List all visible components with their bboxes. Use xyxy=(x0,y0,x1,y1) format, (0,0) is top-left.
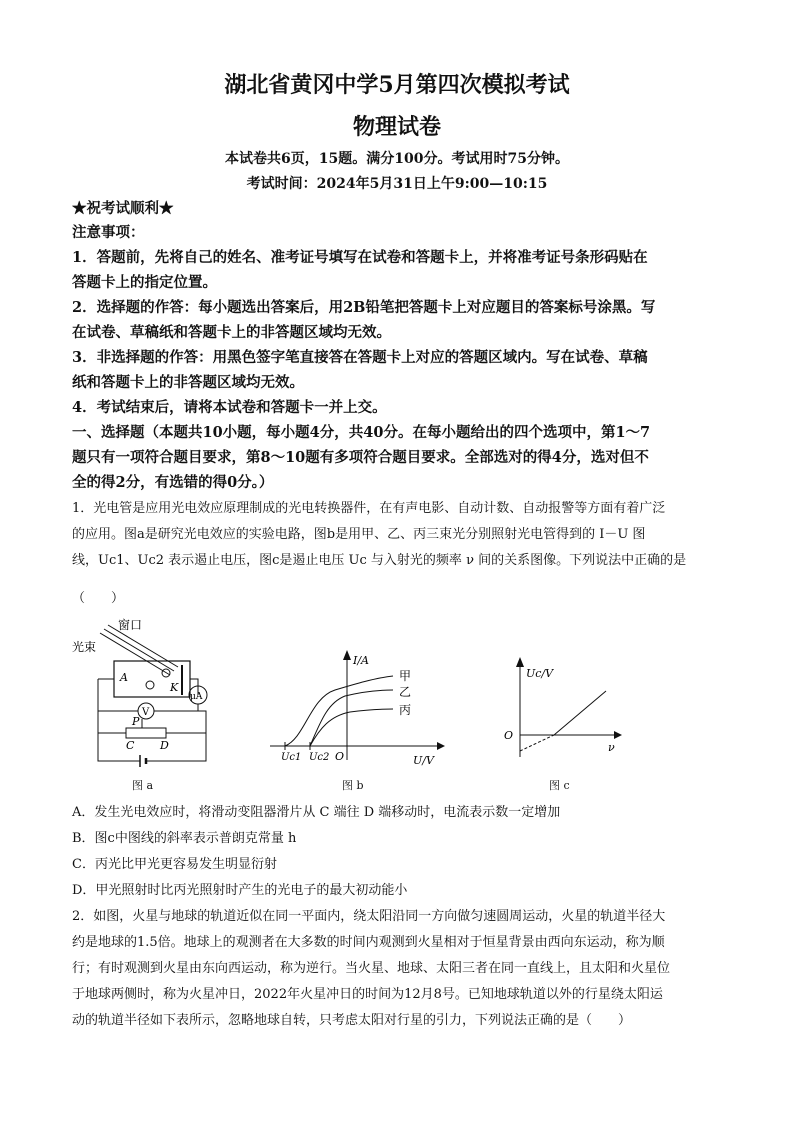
q1-option-a: A．发生光电效应时，将滑动变阻器滑片从 C 端往 D 端移动时，电流表示数一定增加 xyxy=(72,805,561,820)
curve-bing xyxy=(310,709,393,746)
beam-ray-1 xyxy=(100,633,170,675)
q1-answer-blank: （ ） xyxy=(72,591,125,606)
figure-a-circuit xyxy=(70,615,230,775)
exam-meta-time: 考试时间：2024年5月31日上午9:00—10:15 xyxy=(246,176,548,192)
uc1-label: Uc1 xyxy=(281,752,302,763)
q1-stem-line-2: 的应用。图a是研究光电效应的实验电路，图b是用甲、乙、丙三束光分别照射光电管得到的 I－U 图 xyxy=(72,527,646,542)
curve-jia xyxy=(285,676,393,746)
notes-heading: 注意事项： xyxy=(72,224,145,241)
figure-a-caption: 图 a xyxy=(132,779,154,792)
series-jia-label: 甲 xyxy=(399,669,412,683)
y-axis-label: Uc/V xyxy=(526,667,554,680)
x-axis-label: ν xyxy=(608,741,615,754)
anode-label: A xyxy=(120,671,128,684)
q1-option-c: C．丙光比甲光更容易发生明显衍射 xyxy=(72,857,277,872)
voltmeter-label: V xyxy=(142,707,150,718)
note-2-line-1: 2．选择题的作答：每小题选出答案后，用2B铅笔把答题卡上对应题目的答案标号涂黑。写 xyxy=(72,299,656,316)
note-3-line-2: 纸和答题卡上的非答题区域均无效。 xyxy=(72,374,304,391)
figure-c-caption: 图 c xyxy=(549,779,570,792)
beam-label: 光束 xyxy=(72,640,97,654)
note-1-line-2: 答题卡上的指定位置。 xyxy=(72,274,217,291)
uc-frequency-line xyxy=(554,691,606,735)
rheostat xyxy=(126,728,166,738)
y-axis-arrow xyxy=(516,657,524,667)
y-axis-arrow xyxy=(343,650,351,660)
terminal-d-label: D xyxy=(160,739,169,752)
q1-stem-line-3: 线，Uc1、Uc2 表示遏止电压，图c是遏止电压 Uc 与入射光的频率 ν 间的关系图像。下列说法中正确的是 xyxy=(72,553,687,568)
figure-c-uc-graph xyxy=(496,655,626,765)
series-yi-label: 乙 xyxy=(399,685,412,699)
figure-b-iu-graph xyxy=(265,648,445,773)
q2-stem-line-1: 2．如图，火星与地球的轨道近似在同一平面内，绕太阳沿同一方向做匀速圆周运动，火星的轨道半径大 xyxy=(72,909,666,924)
q2-stem-line-5: 动的轨道半径如下表所示，忽略地球自转，只考虑太阳对行星的引力，下列说法正确的是（ ） xyxy=(72,1013,632,1028)
wire-battery-right xyxy=(146,733,206,761)
exam-subtitle: 物理试卷 xyxy=(352,114,441,140)
wire-left-lower xyxy=(98,711,126,733)
window-label: 窗口 xyxy=(118,618,143,632)
uc2-label: Uc2 xyxy=(309,752,330,763)
q1-option-b: B．图c中图线的斜率表示普朗克常量 h xyxy=(72,831,297,846)
q1-option-d: D．甲光照射时比丙光照射时产生的光电子的最大初动能小 xyxy=(72,883,408,898)
q2-stem-line-4: 于地球两侧时，称为火星冲日，2022年火星冲日的时间为12月8号。已知地球轨道以外的行星绕太阳运 xyxy=(72,987,663,1002)
good-luck-line: ★祝考试顺利★ xyxy=(72,200,174,217)
origin-label: O xyxy=(504,729,514,742)
series-bing-label: 丙 xyxy=(399,703,412,717)
slider-label: P xyxy=(132,715,140,728)
section-1-line-3: 全的得2分，有选错的得0分。） xyxy=(72,474,274,491)
terminal-c-label: C xyxy=(126,739,135,752)
note-3-line-1: 3．非选择题的作答：用黑色签字笔直接答在答题卡上对应的答题区域内。写在试卷、草稿 xyxy=(72,349,648,366)
origin-label: O xyxy=(335,750,345,763)
x-axis-arrow xyxy=(614,731,622,739)
figure-b-caption: 图 b xyxy=(342,779,364,792)
note-2-line-2: 在试卷、草稿纸和答题卡上的非答题区域均无效。 xyxy=(72,324,391,341)
cathode-label: K xyxy=(170,681,179,694)
exam-meta-pages: 本试卷共6页，15题。满分100分。考试用时75分钟。 xyxy=(225,151,569,167)
q1-stem-line-1: 1．光电管是应用光电效应原理制成的光电转换器件，在有声电影、自动计数、自动报警等方面有着广泛 xyxy=(72,501,666,516)
q2-stem-line-2: 约是地球的1.5倍。地球上的观测者在大多数的时间内观测到火星相对于恒星背景由西向东运动，称为顺 xyxy=(72,935,665,950)
y-axis-label: I/A xyxy=(353,654,369,667)
ammeter-label: μA xyxy=(190,692,203,702)
section-1-line-1: 一、选择题（本题共10小题，每小题4分，共40分。在每小题给出的四个选项中，第1～7 xyxy=(72,424,651,441)
x-axis-arrow xyxy=(437,742,445,750)
wire-right-lower xyxy=(166,711,206,733)
line-extension-dashed xyxy=(520,735,554,751)
electron-1 xyxy=(146,681,154,689)
note-4: 4．考试结束后，请将本试卷和答题卡一并上交。 xyxy=(72,399,387,416)
q2-stem-line-3: 行；有时观测到火星由东向西运动，称为逆行。当火星、地球、太阳三者在同一直线上，且太阳和火星位 xyxy=(72,961,671,976)
x-axis-label: U/V xyxy=(413,754,434,767)
section-1-line-2: 题只有一项符合题目要求，第8～10题有多项符合题目要求。全部选对的得4分，选对但不 xyxy=(72,449,649,466)
note-1-line-1: 1．答题前，先将自己的姓名、准考证号填写在试卷和答题卡上，并将准考证号条形码贴在 xyxy=(72,249,648,266)
exam-title: 湖北省黄冈中学5月第四次模拟考试 xyxy=(224,72,570,98)
